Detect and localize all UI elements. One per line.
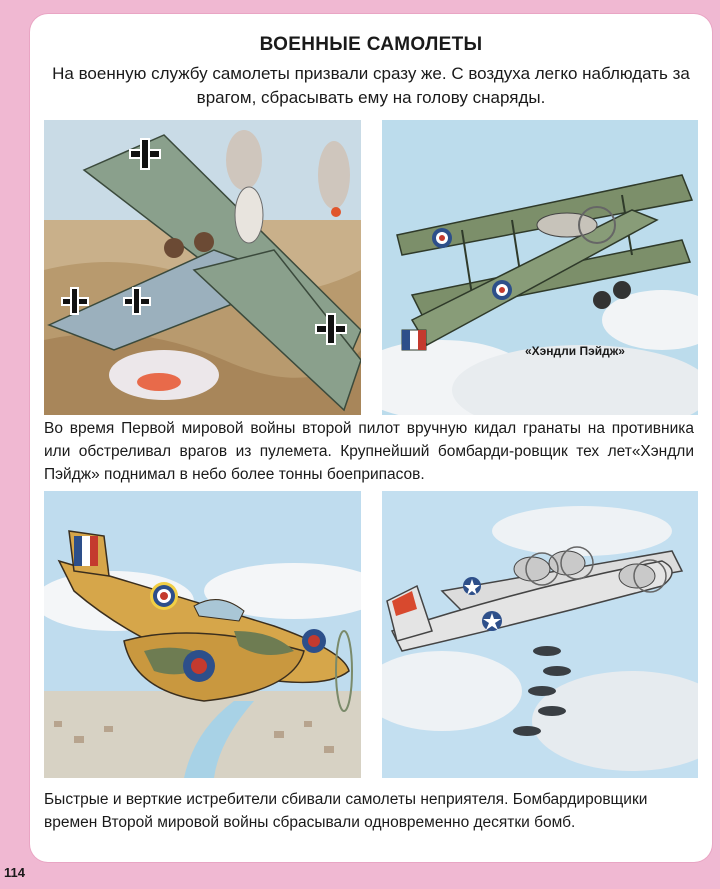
caption-ww2: Быстрые и верткие истребители сбивали самолеты неприятеля. Бомбардировщики времен Второй мировой войны сбрасывали одновременно десятки бомб. — [44, 791, 648, 831]
illustration-ww1-biplane — [44, 120, 361, 415]
page-title: ВОЕННЫЕ САМОЛЕТЫ — [259, 34, 483, 55]
illustration-b17-bomber — [382, 491, 698, 778]
intro-text: На военную службу самолеты призвали сразу же. С воздуха легко наблюдать за врагом, сбрасывать ему на голову снаряды. — [52, 64, 690, 107]
illustration-handley-page — [382, 120, 698, 415]
page-number: 114 — [4, 865, 25, 880]
caption-ww1: Во время Первой мировой войны второй пилот вручную кидал гранаты на противника или обстреливал врагов из пулемета. Крупнейший бомбарди-ровщик тех лет«Хэндли Пэйдж» поднимал в небо более тонны боеприпасов. — [44, 420, 694, 483]
illustration-spitfire — [44, 491, 361, 778]
handley-page-label: «Хэндли Пэйдж» — [525, 344, 625, 358]
page — [30, 14, 712, 862]
